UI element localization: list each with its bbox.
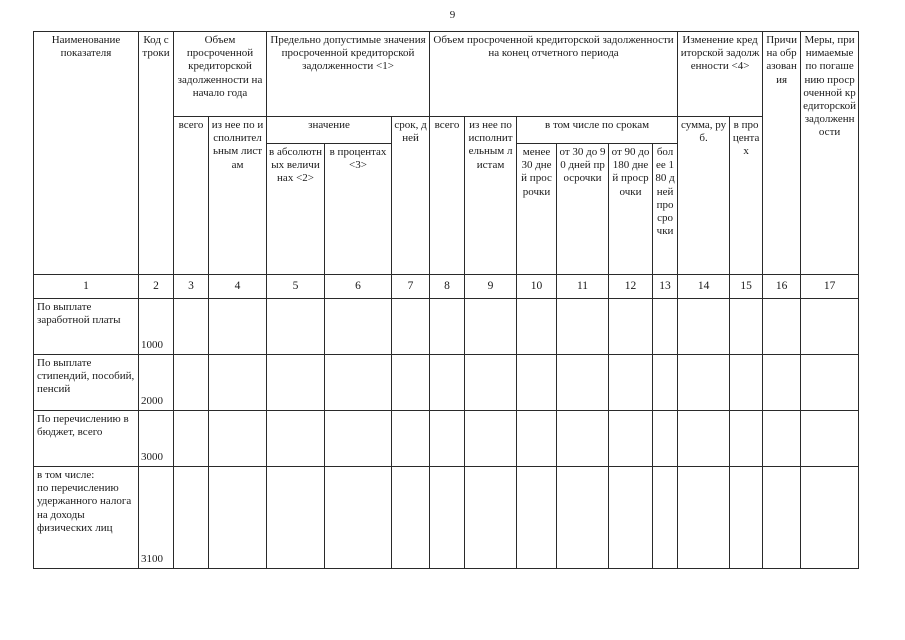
empty-cell bbox=[465, 299, 517, 355]
empty-cell bbox=[557, 299, 609, 355]
empty-cell bbox=[392, 467, 430, 569]
empty-cell bbox=[430, 411, 465, 467]
empty-cell bbox=[763, 467, 801, 569]
row-code: 3100 bbox=[139, 467, 174, 569]
header-end-of-period: Объем просроченной кредиторской задолженности на конец отчетного периода bbox=[430, 32, 678, 117]
header-limits: Предельно допустимые значения просроченной кредиторской задолженности <1> bbox=[267, 32, 430, 117]
empty-cell bbox=[653, 299, 678, 355]
column-number: 10 bbox=[517, 275, 557, 299]
column-number: 6 bbox=[325, 275, 392, 299]
row-label: По выплате заработной платы bbox=[34, 299, 139, 355]
header-start-exec: из нее по исполнительным листам bbox=[209, 117, 267, 275]
empty-cell bbox=[730, 467, 763, 569]
table-row bbox=[34, 299, 859, 355]
empty-cell bbox=[609, 299, 653, 355]
table-row bbox=[34, 411, 859, 467]
header-limits-pct: в процентах <3> bbox=[325, 144, 392, 275]
empty-cell bbox=[763, 411, 801, 467]
empty-cell bbox=[209, 299, 267, 355]
header-change: Изменение кредиторской задолженности <4> bbox=[678, 32, 763, 117]
column-number: 3 bbox=[174, 275, 209, 299]
empty-cell bbox=[392, 411, 430, 467]
empty-cell bbox=[678, 299, 730, 355]
column-number: 7 bbox=[392, 275, 430, 299]
empty-cell bbox=[678, 467, 730, 569]
empty-cell bbox=[325, 467, 392, 569]
empty-cell bbox=[609, 355, 653, 411]
header-term-90-180: от 90 до 180 дней просрочки bbox=[609, 144, 653, 275]
column-number: 12 bbox=[609, 275, 653, 299]
header-end-total: всего bbox=[430, 117, 465, 275]
header-limits-value: значение bbox=[267, 117, 392, 144]
column-numbers-row bbox=[34, 275, 859, 299]
empty-cell bbox=[517, 299, 557, 355]
empty-cell bbox=[801, 411, 859, 467]
row-code: 3000 bbox=[139, 411, 174, 467]
header-measures: Меры, принимаемые по погашению просроченной кредиторской задолженности bbox=[801, 32, 859, 275]
column-number: 14 bbox=[678, 275, 730, 299]
empty-cell bbox=[325, 355, 392, 411]
empty-cell bbox=[730, 411, 763, 467]
empty-cell bbox=[801, 299, 859, 355]
empty-cell bbox=[267, 355, 325, 411]
empty-cell bbox=[392, 299, 430, 355]
page-number: 9 bbox=[449, 9, 456, 21]
header-row-1 bbox=[34, 32, 859, 117]
empty-cell bbox=[465, 411, 517, 467]
empty-cell bbox=[209, 411, 267, 467]
row-code: 2000 bbox=[139, 355, 174, 411]
empty-cell bbox=[392, 355, 430, 411]
empty-cell bbox=[653, 467, 678, 569]
empty-cell bbox=[517, 355, 557, 411]
row-label: По выплате стипендий, пособий, пенсий bbox=[34, 355, 139, 411]
table-row bbox=[34, 467, 859, 569]
overdue-payables-table bbox=[33, 31, 859, 569]
column-number: 9 bbox=[465, 275, 517, 299]
empty-cell bbox=[430, 467, 465, 569]
header-term-lt30: менее 30 дней просрочки bbox=[517, 144, 557, 275]
header-limits-abs: в абсолютных величинах <2> bbox=[267, 144, 325, 275]
empty-cell bbox=[557, 467, 609, 569]
empty-cell bbox=[678, 355, 730, 411]
empty-cell bbox=[430, 355, 465, 411]
empty-cell bbox=[801, 467, 859, 569]
header-code: Код строки bbox=[139, 32, 174, 275]
column-number: 4 bbox=[209, 275, 267, 299]
empty-cell bbox=[465, 355, 517, 411]
header-name: Наименование показателя bbox=[34, 32, 139, 275]
empty-cell bbox=[730, 299, 763, 355]
empty-cell bbox=[801, 355, 859, 411]
empty-cell bbox=[209, 355, 267, 411]
table-row bbox=[34, 355, 859, 411]
header-start-total: всего bbox=[174, 117, 209, 275]
column-number: 8 bbox=[430, 275, 465, 299]
empty-cell bbox=[267, 411, 325, 467]
column-number: 17 bbox=[801, 275, 859, 299]
column-number: 1 bbox=[34, 275, 139, 299]
empty-cell bbox=[653, 411, 678, 467]
header-change-sum: сумма, руб. bbox=[678, 117, 730, 275]
column-number: 15 bbox=[730, 275, 763, 299]
empty-cell bbox=[763, 355, 801, 411]
header-limits-term: срок, дней bbox=[392, 117, 430, 275]
empty-cell bbox=[465, 467, 517, 569]
column-number: 5 bbox=[267, 275, 325, 299]
header-term-gt180: более 180 дней просрочки bbox=[653, 144, 678, 275]
header-end-exec: из нее по исполнительным листам bbox=[465, 117, 517, 275]
column-number: 2 bbox=[139, 275, 174, 299]
empty-cell bbox=[325, 299, 392, 355]
empty-cell bbox=[267, 467, 325, 569]
row-label: в том числе: по перечислению удержанного налога на доходы физических лиц bbox=[34, 467, 139, 569]
empty-cell bbox=[430, 299, 465, 355]
header-change-pct: в процентах bbox=[730, 117, 763, 275]
empty-cell bbox=[678, 411, 730, 467]
empty-cell bbox=[325, 411, 392, 467]
empty-cell bbox=[609, 467, 653, 569]
column-number: 11 bbox=[557, 275, 609, 299]
empty-cell bbox=[557, 411, 609, 467]
empty-cell bbox=[653, 355, 678, 411]
empty-cell bbox=[763, 299, 801, 355]
empty-cell bbox=[517, 467, 557, 569]
empty-cell bbox=[174, 299, 209, 355]
empty-cell bbox=[174, 411, 209, 467]
row-code: 1000 bbox=[139, 299, 174, 355]
empty-cell bbox=[517, 411, 557, 467]
header-reason: Причина образования bbox=[763, 32, 801, 275]
empty-cell bbox=[730, 355, 763, 411]
empty-cell bbox=[609, 411, 653, 467]
empty-cell bbox=[267, 299, 325, 355]
column-number: 16 bbox=[763, 275, 801, 299]
empty-cell bbox=[209, 467, 267, 569]
row-label: По перечислению в бюджет, всего bbox=[34, 411, 139, 467]
header-term-30-90: от 30 до 90 дней просрочки bbox=[557, 144, 609, 275]
column-number: 13 bbox=[653, 275, 678, 299]
header-end-by-terms: в том числе по срокам bbox=[517, 117, 678, 144]
empty-cell bbox=[557, 355, 609, 411]
header-start-of-year: Объем просроченной кредиторской задолженности на начало года bbox=[174, 32, 267, 117]
empty-cell bbox=[174, 355, 209, 411]
empty-cell bbox=[174, 467, 209, 569]
